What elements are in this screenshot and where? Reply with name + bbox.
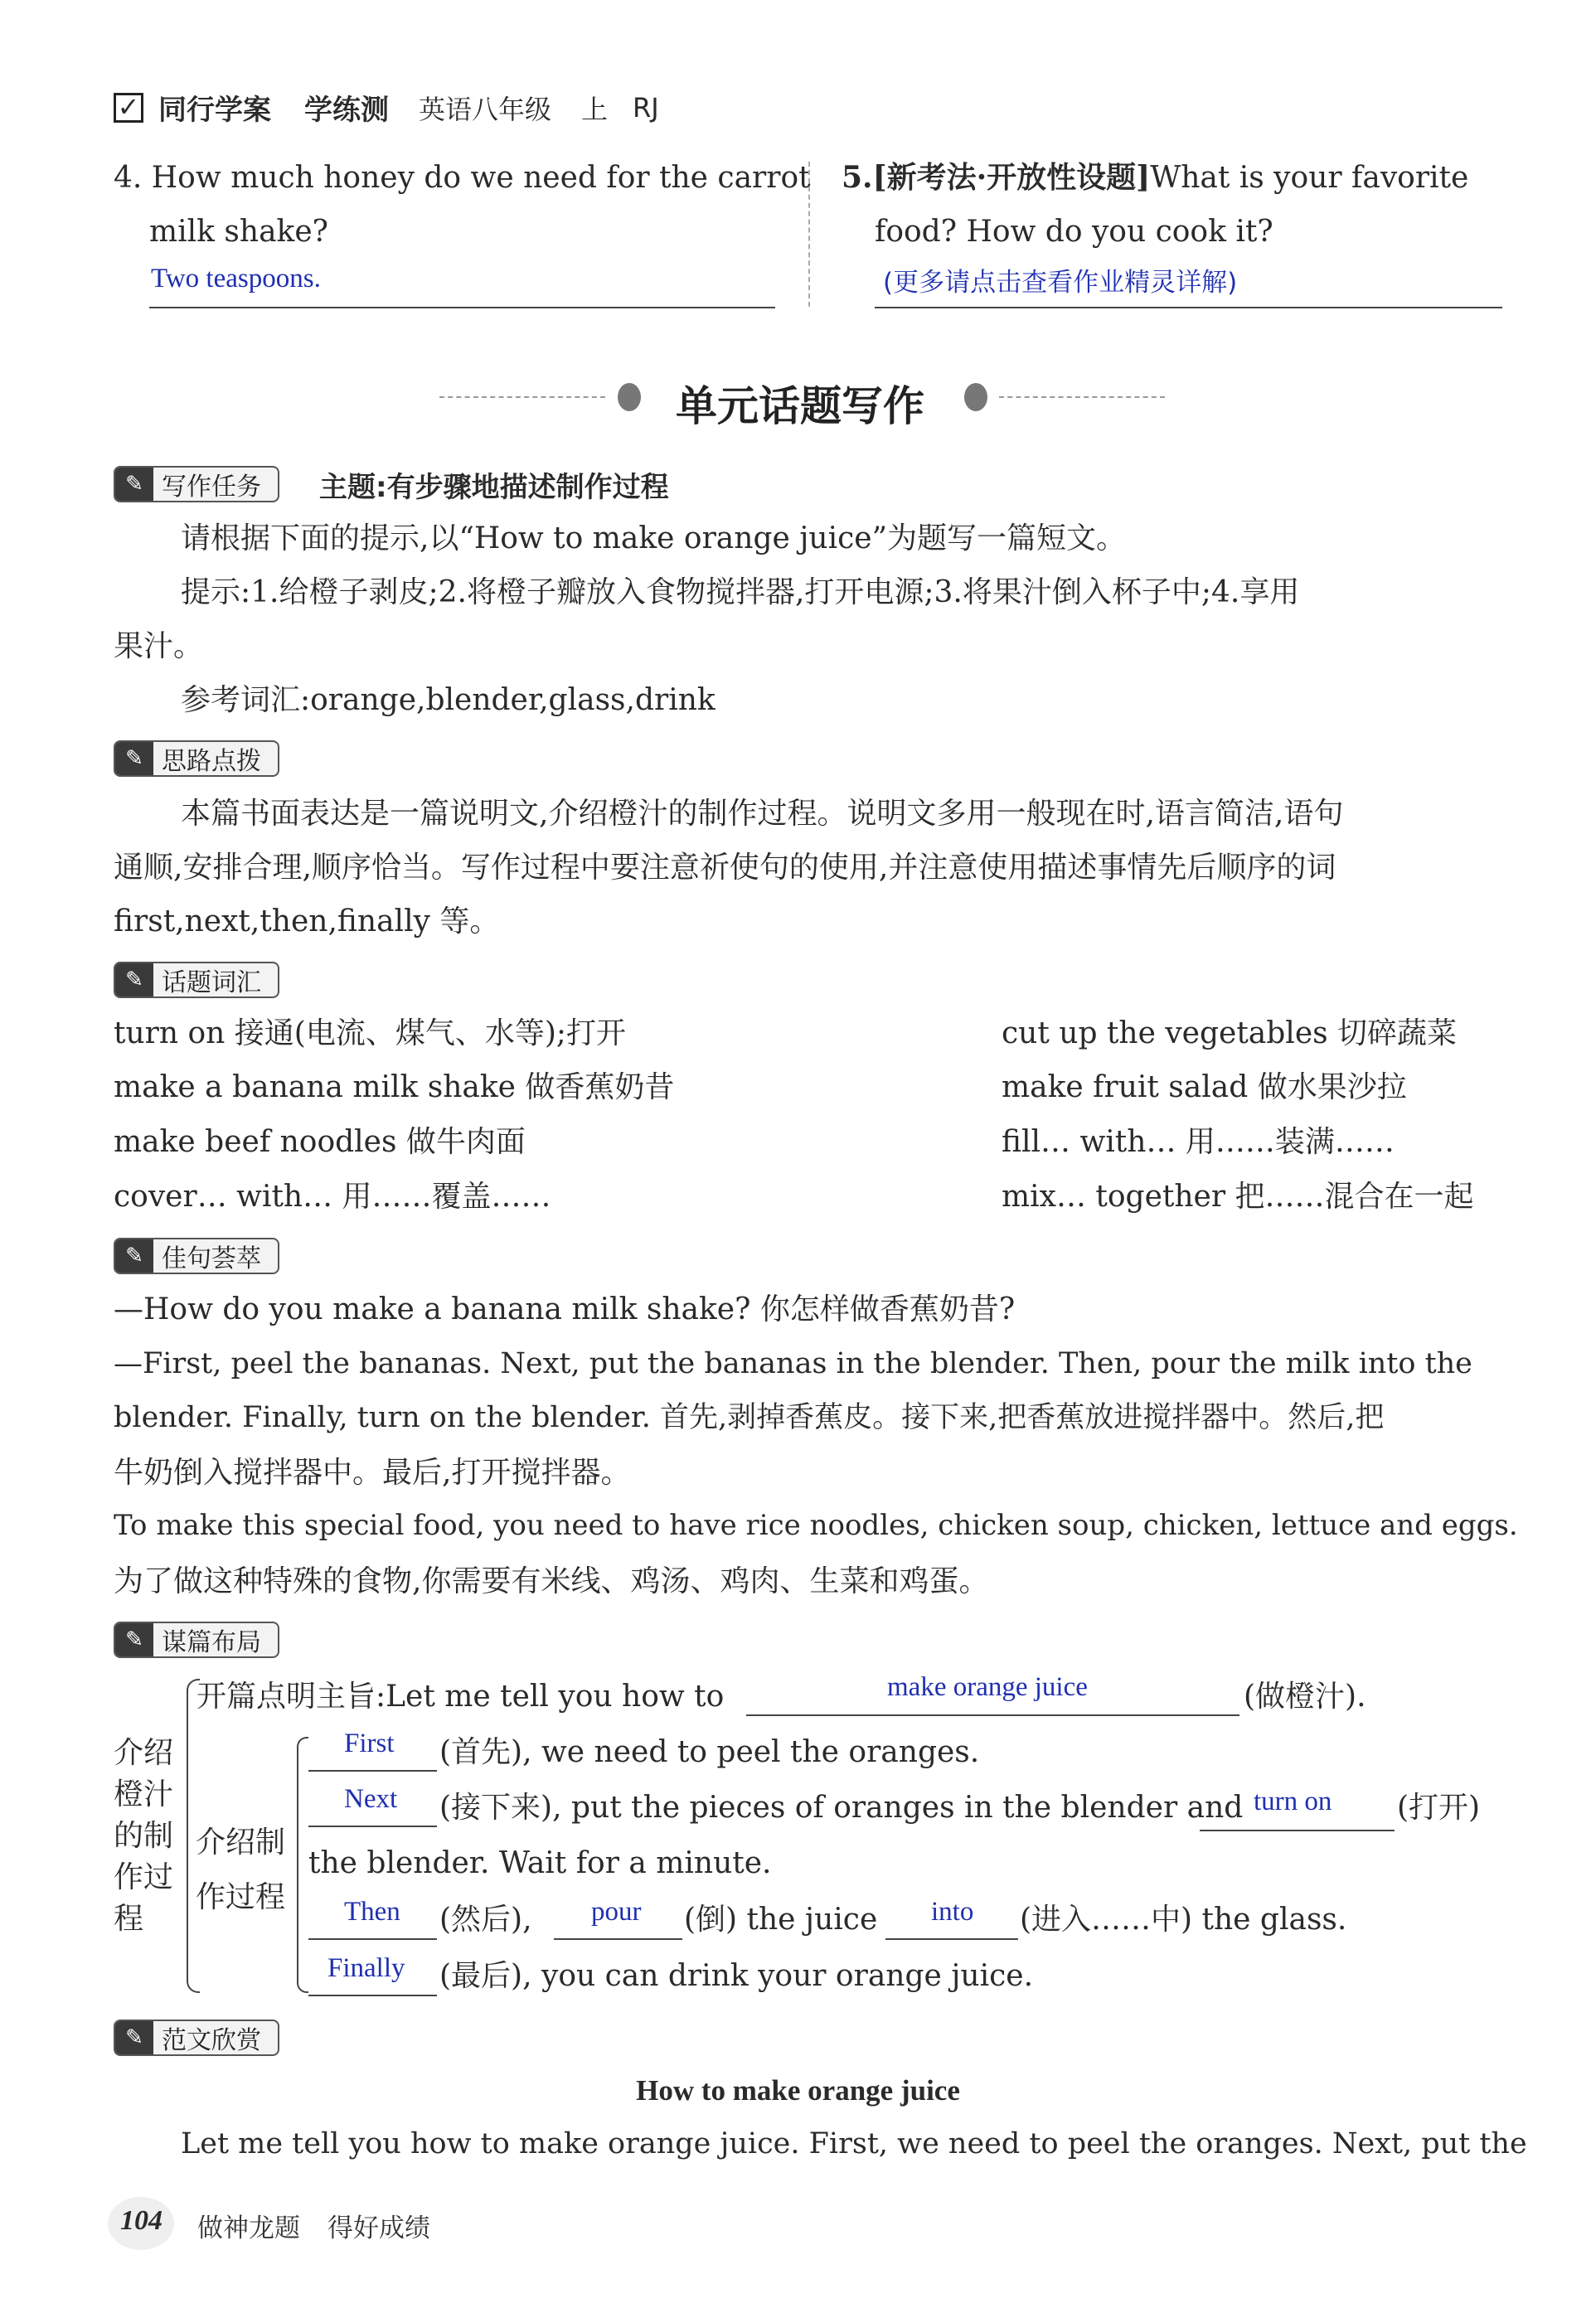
label-sentences xyxy=(114,1238,279,1274)
pen-icon: ✎ xyxy=(115,963,153,996)
section-title-bullet-right xyxy=(964,383,987,411)
plan-opening-prefix: 开篇点明主旨:Let me tell you how to xyxy=(196,1680,725,1714)
pen-icon: ✎ xyxy=(115,1623,153,1656)
plan-s2-line2 xyxy=(1200,1830,1395,1831)
brand-name: 同行学案 xyxy=(158,94,271,127)
plan-s3-line2 xyxy=(554,1938,682,1940)
label-idea-text: 思路点拨 xyxy=(162,747,261,776)
plan-opening-answer: make orange juice xyxy=(887,1672,1088,1702)
label-model xyxy=(114,2020,279,2056)
q4-line1: 4. How much honey do we need for the carrot xyxy=(114,161,811,195)
plan-s4-text: (最后), you can drink your orange juice. xyxy=(439,1959,1034,1993)
series-name: 学练测 xyxy=(304,94,389,127)
plan-left-title-4: 程 xyxy=(114,1902,144,1936)
plan-s3-answer2: pour xyxy=(591,1897,642,1927)
sentence-5: 为了做这种特殊的食物,你需要有米线、鸡汤、鸡肉、生菜和鸡蛋。 xyxy=(114,1564,989,1598)
label-idea xyxy=(114,740,279,777)
plan-left-title-1: 橙汁 xyxy=(114,1777,174,1811)
label-layout-plan-text: 谋篇布局 xyxy=(162,1628,261,1657)
vocab-left-0: turn on 接通(电流、煤气、水等);打开 xyxy=(114,1016,627,1050)
label-vocab-text: 话题词汇 xyxy=(162,968,261,997)
vocab-left-3: cover… with… 用……覆盖…… xyxy=(114,1180,551,1214)
footer-slogan-2: 得好成绩 xyxy=(327,2214,430,2243)
check-icon: ✓ xyxy=(114,93,143,123)
pen-icon: ✎ xyxy=(115,2021,153,2054)
page-number: 104 xyxy=(120,2205,163,2236)
section-title-deco-left xyxy=(439,396,605,398)
plan-s3-line xyxy=(308,1938,437,1940)
plan-s1-line xyxy=(308,1770,437,1772)
plan-s2-text: (接下来), put the pieces of oranges in the blender and xyxy=(439,1791,1244,1825)
inner-brace xyxy=(297,1737,308,1993)
plan-mid-title-1: 作过程 xyxy=(196,1880,286,1914)
plan-s3-text-c: (进入……中) the glass. xyxy=(1020,1903,1347,1937)
footer-slogan-1: 做神龙题 xyxy=(197,2214,300,2243)
idea-l3: first,next,then,finally 等。 xyxy=(114,904,500,938)
sentence-4: To make this special food, you need to have rice noodles, chicken soup, chicken, lettuce and eggs. xyxy=(114,1509,1518,1542)
q4-line2: milk shake? xyxy=(149,215,328,249)
q4-answer-line xyxy=(149,307,775,308)
plan-s1-answer: First xyxy=(344,1729,395,1758)
vocab-right-2: fill… with… 用……装满…… xyxy=(1002,1125,1395,1159)
vocab-left-1: make a banana milk shake 做香蕉奶昔 xyxy=(114,1070,675,1104)
section-title-deco-right xyxy=(999,396,1165,398)
q5-line1 xyxy=(842,160,1468,196)
vocab-right-1: make fruit salad 做水果沙拉 xyxy=(1002,1070,1407,1104)
sentence-3: 牛奶倒入搅拌器中。最后,打开搅拌器。 xyxy=(114,1456,631,1490)
model-title: How to make orange juice xyxy=(636,2074,960,2107)
plan-s4-answer: Finally xyxy=(327,1953,405,1983)
label-sentences-text: 佳句荟萃 xyxy=(162,1244,261,1273)
plan-s4-line xyxy=(308,1995,437,1996)
plan-s1-text: (首先), we need to peel the oranges. xyxy=(439,1735,980,1769)
task-topic: 主题:有步骤地描述制作过程 xyxy=(319,471,669,504)
plan-s3-answer3: into xyxy=(931,1897,974,1927)
label-writing-task xyxy=(114,466,279,502)
pen-icon: ✎ xyxy=(115,742,153,775)
plan-left-title-2: 的制 xyxy=(114,1819,174,1853)
label-model-text: 范文欣赏 xyxy=(162,2026,261,2055)
idea-l2: 通顺,安排合理,顺序恰当。写作过程中要注意祈使句的使用,并注意使用描述事情先后顺序的词 xyxy=(114,851,1336,885)
plan-left-title-3: 作过 xyxy=(114,1860,174,1894)
column-divider xyxy=(808,162,810,307)
plan-mid-title xyxy=(196,1816,285,1925)
vocab-left-2: make beef noodles 做牛肉面 xyxy=(114,1125,526,1159)
task-p2b: 果汁。 xyxy=(114,629,204,663)
q4-answer: Two teaspoons. xyxy=(151,264,321,293)
plan-s3-text-b: (倒) the juice xyxy=(684,1903,878,1937)
label-layout-plan xyxy=(114,1622,279,1658)
idea-l1: 本篇书面表达是一篇说明文,介绍橙汁的制作过程。说明文多用一般现在时,语言简洁,语句 xyxy=(181,797,1344,831)
plan-opening-suffix: (做橙汁). xyxy=(1244,1680,1366,1714)
volume-name: 上 xyxy=(581,93,609,125)
sentence-0: —How do you make a banana milk shake? 你怎样做香蕉奶昔? xyxy=(114,1292,1016,1326)
task-p3: 参考词汇:orange,blender,glass,drink xyxy=(181,683,716,717)
plan-left-title-0: 介绍 xyxy=(114,1736,174,1770)
q5-answer[interactable]: (更多请点击查看作业精灵详解) xyxy=(883,268,1238,298)
plan-s2-line2-text: the blender. Wait for a minute. xyxy=(308,1846,772,1880)
sentence-1: —First, peel the bananas. Next, put the bananas in the blender. Then, pour the milk into the xyxy=(114,1347,1472,1380)
vocab-right-3: mix… together 把……混合在一起 xyxy=(1002,1180,1474,1214)
plan-left-title xyxy=(114,1733,173,1940)
section-title: 单元话题写作 xyxy=(676,382,924,430)
plan-mid-title-0: 介绍制 xyxy=(196,1826,286,1860)
plan-s3-answer: Then xyxy=(344,1897,400,1927)
plan-s2-text2: (打开) xyxy=(1397,1791,1481,1825)
vocab-right-0: cut up the vegetables 切碎蔬菜 xyxy=(1002,1016,1458,1050)
plan-s2-line xyxy=(308,1826,437,1827)
edition-name: RJ xyxy=(633,91,659,124)
header xyxy=(114,87,659,128)
q5-line2: food? How do you cook it? xyxy=(875,215,1273,249)
q5-question: What is your favorite xyxy=(1150,161,1469,195)
label-vocab xyxy=(114,962,279,998)
q5-answer-line xyxy=(875,307,1502,308)
task-p1: 请根据下面的提示,以“How to make orange juice”为题写一篇短文。 xyxy=(181,521,1126,555)
model-line1: Let me tell you how to make orange juice. First, we need to peel the oranges. Next, put the xyxy=(181,2127,1527,2160)
plan-s3-line3 xyxy=(885,1938,1018,1940)
sentence-2: blender. Finally, turn on the blender. 首先,剥掉香蕉皮。接下来,把香蕉放进搅拌器中。然后,把 xyxy=(114,1401,1385,1434)
plan-s2-answer2: turn on xyxy=(1254,1787,1332,1816)
pen-icon: ✎ xyxy=(115,1239,153,1273)
plan-s3-text-a: (然后), xyxy=(439,1903,532,1937)
task-p2a: 提示:1.给橙子剥皮;2.将橙子瓣放入食物搅拌器,打开电源;3.将果汁倒入杯子中;4.享用 xyxy=(181,575,1300,609)
section-title-bullet-left xyxy=(618,383,641,411)
pen-icon: ✎ xyxy=(115,468,153,501)
subject-name: 英语八年级 xyxy=(419,93,552,125)
label-writing-task-text: 写作任务 xyxy=(162,473,261,502)
plan-s2-answer: Next xyxy=(344,1784,398,1814)
plan-opening-line xyxy=(746,1714,1239,1716)
q5-tag: 5.[新考法·开放性设题] xyxy=(842,160,1151,195)
